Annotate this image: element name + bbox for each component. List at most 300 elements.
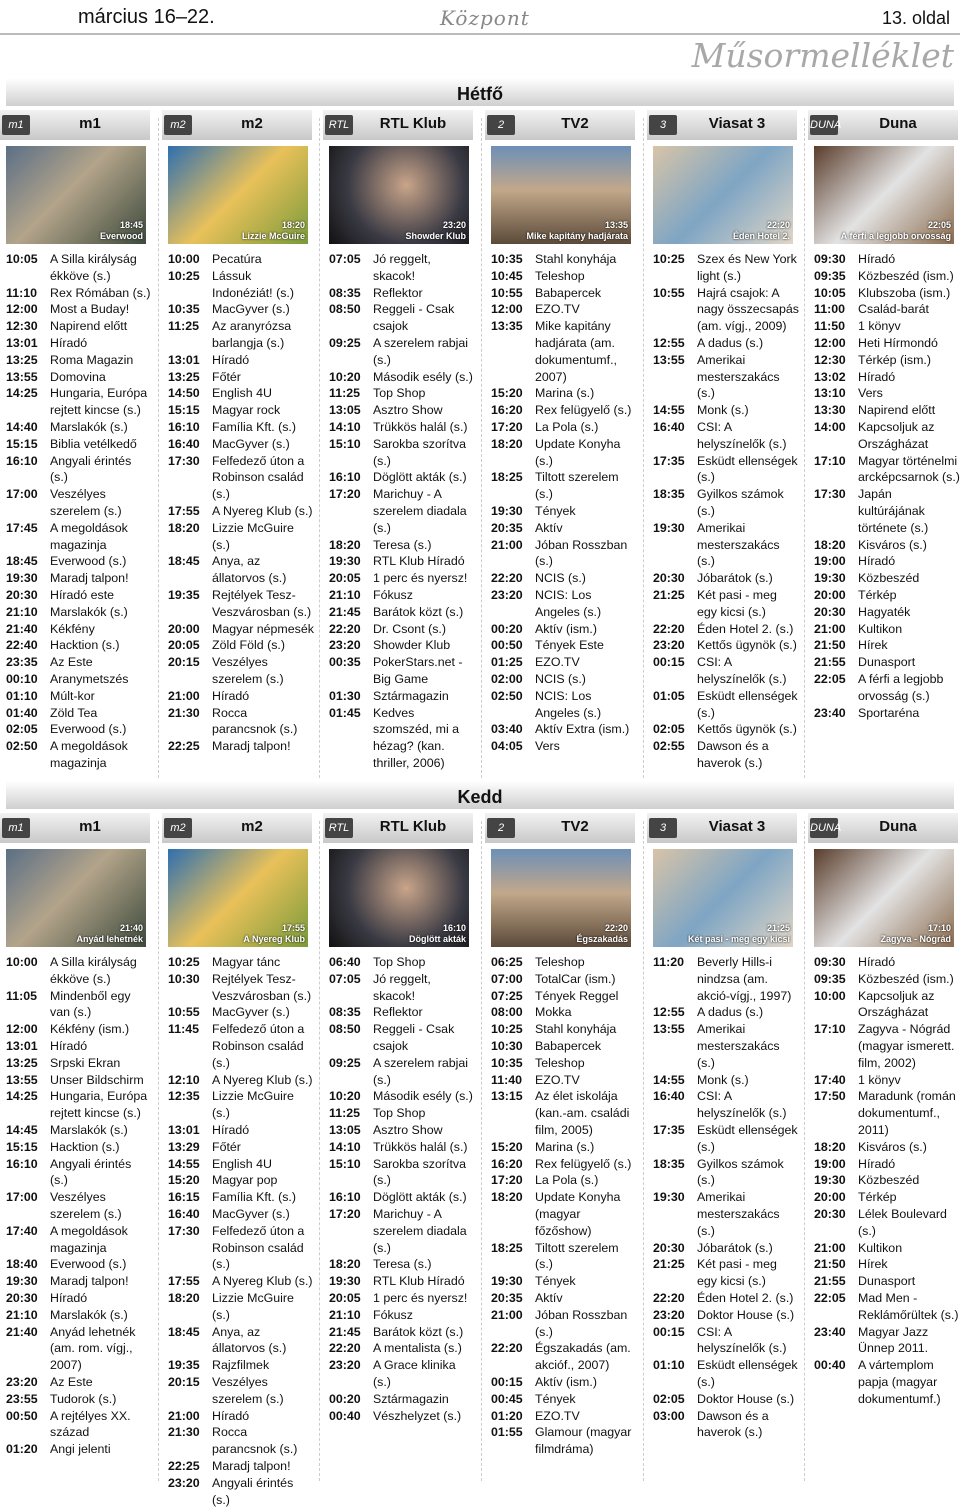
program-row	[0, 1391, 156, 1408]
program-title: Kettős ügynök (s.)	[697, 722, 797, 737]
program-time: 18:25	[491, 1240, 523, 1255]
program-time: 17:30	[168, 1223, 200, 1238]
channel-column	[808, 813, 958, 1483]
program-time: 20:15	[168, 655, 200, 670]
program-title: Veszélyes szerelem (s.)	[50, 487, 122, 518]
program-time: 18:35	[653, 487, 685, 502]
program-row	[162, 1408, 318, 1425]
program-row	[808, 419, 960, 453]
photo-caption	[526, 220, 628, 242]
program-title: Gyilkos számok (s.)	[697, 487, 784, 518]
program-title: Kultikon	[858, 1240, 903, 1255]
program-title: Marslakók (s.)	[50, 419, 128, 434]
program-row	[323, 1004, 479, 1021]
program-time: 22:20	[329, 1341, 361, 1356]
program-row	[485, 637, 641, 654]
program-title: Híradó	[212, 688, 250, 703]
program-title: Gyilkos számok (s.)	[697, 1156, 784, 1188]
program-row	[0, 1273, 156, 1290]
program-row	[323, 1340, 479, 1357]
program-title: Top Shop	[373, 386, 426, 401]
column-separator	[804, 821, 805, 1481]
program-title: Anya, az állatorvos (s.)	[212, 554, 287, 586]
program-title: Trükkös halál (s.)	[373, 419, 468, 434]
program-time: 08:50	[329, 1022, 361, 1037]
program-time: 14:45	[6, 1122, 38, 1137]
day-title: Hétfő	[457, 84, 503, 104]
program-time: 11:00	[814, 302, 846, 317]
program-title: Híradó	[858, 252, 896, 266]
program-row	[162, 1290, 318, 1324]
program-row	[647, 335, 803, 352]
program-title: Két pasi - meg egy kicsi (s.)	[697, 587, 777, 619]
program-list	[485, 251, 641, 755]
program-time: 16:15	[168, 1190, 200, 1205]
program-time: 19:35	[168, 1358, 200, 1373]
program-title: Dunasport	[858, 655, 916, 670]
program-title: Maradj talpon!	[212, 739, 291, 754]
program-title: Update Konyha (magyar főzőshow)	[535, 1190, 621, 1238]
program-time: 12:35	[168, 1089, 200, 1104]
channel-name: TV2	[561, 115, 589, 132]
program-time: 12:00	[6, 1022, 38, 1037]
photo-caption	[243, 923, 305, 945]
program-title: Angyali érintés (s.)	[50, 453, 132, 485]
program-title: Reflektor	[373, 1005, 423, 1020]
program-row	[647, 520, 803, 570]
program-row	[162, 1004, 318, 1021]
program-title: Amerikai mesterszakács (s.)	[697, 1022, 780, 1070]
program-time: 16:10	[6, 1156, 38, 1171]
program-title: Pecatúra	[212, 252, 262, 266]
program-title: Aktív (ism.)	[535, 621, 597, 636]
program-time: 11:50	[814, 319, 846, 334]
program-title: Doktor House (s.)	[697, 1391, 795, 1406]
program-title: Tények	[535, 1391, 576, 1406]
program-row	[808, 453, 960, 487]
program-time: 18:45	[168, 1324, 200, 1339]
program-row	[485, 1004, 641, 1021]
program-title: A rejtélyes XX. század	[50, 1408, 131, 1440]
program-row	[485, 1055, 641, 1072]
program-row	[0, 671, 156, 688]
photo-time: 16:10	[442, 923, 466, 933]
program-title: Angyali érintés (s.)	[50, 1156, 132, 1188]
program-list	[647, 251, 803, 772]
program-time: 00:45	[491, 1391, 523, 1406]
program-row	[485, 318, 641, 385]
program-title: A mentalista (s.)	[373, 1341, 462, 1356]
program-row	[323, 385, 479, 402]
program-list	[162, 251, 318, 755]
program-title: Domovina	[50, 369, 106, 384]
program-time: 03:40	[491, 722, 523, 737]
program-row	[162, 587, 318, 621]
program-photo	[6, 146, 146, 244]
program-row	[0, 436, 156, 453]
program-title: Jó reggelt, skacok!	[373, 971, 431, 1003]
photo-time: 21:25	[766, 923, 790, 933]
program-row	[485, 469, 641, 503]
program-time: 02:50	[491, 688, 523, 703]
program-title: Srpski Ekran	[50, 1055, 121, 1070]
program-row	[162, 436, 318, 453]
program-row	[162, 1223, 318, 1273]
program-time: 20:30	[653, 571, 685, 586]
program-title: La Pola (s.)	[535, 419, 599, 434]
program-time: 15:15	[6, 436, 38, 451]
program-row	[485, 1391, 641, 1408]
program-title: Sarokba szorítva (s.)	[373, 1156, 466, 1188]
program-title: 1 könyv	[858, 319, 901, 334]
program-title: Közbeszéd (ism.)	[858, 971, 954, 986]
program-time: 13:55	[653, 1022, 685, 1037]
program-title: Monk (s.)	[697, 1072, 749, 1087]
program-time: 19:30	[6, 571, 38, 586]
program-title: Esküdt ellenségek (s.)	[697, 688, 798, 720]
program-title: A Nyereg Klub (s.)	[212, 1274, 313, 1289]
program-time: 22:20	[653, 1290, 685, 1305]
program-time: 20:30	[653, 1240, 685, 1255]
program-title: A szerelem rabjai (s.)	[373, 1055, 469, 1087]
program-photo	[653, 146, 793, 244]
program-title: Híradó	[858, 369, 896, 384]
program-time: 12:00	[491, 302, 523, 317]
program-title: Második esély (s.)	[373, 369, 473, 384]
program-title: Rajzfilmek	[212, 1358, 270, 1373]
program-row	[162, 503, 318, 520]
program-row	[485, 1290, 641, 1307]
program-title: Everwood (s.)	[50, 554, 127, 569]
program-time: 01:55	[491, 1425, 523, 1440]
column-separator	[319, 118, 320, 778]
program-row	[0, 1072, 156, 1089]
program-time: 02:05	[653, 1391, 685, 1406]
program-time: 18:20	[168, 1290, 200, 1305]
program-time: 17:35	[653, 453, 685, 468]
channel-logo-icon: m1	[2, 818, 30, 838]
program-row	[485, 385, 641, 402]
program-row	[808, 537, 960, 554]
program-row	[323, 587, 479, 604]
program-time: 22:05	[814, 1290, 846, 1305]
program-title: Rocca parancsnok (s.)	[212, 1425, 298, 1457]
program-title: Unser Bildschirm	[50, 1072, 144, 1087]
program-title: Híradó	[212, 1408, 250, 1423]
program-row	[808, 486, 960, 536]
photo-caption	[76, 923, 143, 945]
program-time: 18:35	[653, 1156, 685, 1171]
program-row	[0, 954, 156, 988]
program-time: 22:20	[491, 571, 523, 586]
program-row	[808, 301, 960, 318]
program-title: Tények	[535, 1274, 576, 1289]
program-title: Napirend előtt	[858, 403, 936, 418]
program-time: 09:35	[814, 268, 846, 283]
program-title: Marichuy - A szerelem diadala (s.)	[373, 487, 467, 535]
program-row	[323, 1189, 479, 1206]
program-time: 20:05	[329, 1290, 361, 1305]
program-title: CSI: A helyszínelők (s.)	[697, 1089, 787, 1121]
program-title: Babapercek	[535, 285, 602, 300]
program-row	[0, 1441, 156, 1458]
photo-time: 22:05	[927, 220, 951, 230]
program-time: 02:50	[6, 739, 38, 754]
program-row	[0, 1055, 156, 1072]
program-row	[647, 1240, 803, 1257]
program-time: 10:35	[491, 1055, 523, 1070]
channel-logo-icon: RTL	[325, 818, 353, 838]
program-title: Heti Hírmondó	[858, 335, 938, 350]
program-title: Jóban Rosszban (s.)	[535, 537, 628, 569]
program-time: 12:55	[653, 335, 685, 350]
program-row	[0, 369, 156, 386]
program-time: 10:05	[814, 285, 846, 300]
program-title: Monk (s.)	[697, 403, 749, 418]
program-time: 21:55	[814, 1274, 846, 1289]
photo-title: Lizzie McGuire	[241, 231, 305, 241]
program-time: 13:01	[168, 352, 200, 367]
program-row	[808, 971, 960, 988]
photo-title: Döglött akták	[408, 934, 466, 944]
program-row	[808, 369, 960, 386]
program-row	[808, 1088, 960, 1138]
program-time: 07:25	[491, 988, 523, 1003]
program-title: Teleshop	[535, 1055, 585, 1070]
program-time: 21:25	[653, 1257, 685, 1272]
program-time: 19:30	[329, 554, 361, 569]
program-time: 21:00	[168, 1408, 200, 1423]
program-row	[647, 1324, 803, 1358]
program-time: 19:30	[329, 1274, 361, 1289]
program-time: 02:00	[491, 671, 523, 686]
program-time: 00:50	[491, 638, 523, 653]
program-row	[808, 352, 960, 369]
program-time: 00:15	[653, 655, 685, 670]
program-title: La Pola (s.)	[535, 1173, 599, 1188]
program-title: Teleshop	[535, 955, 585, 969]
program-title: Vers	[858, 386, 883, 401]
program-title: Híradó	[212, 352, 250, 367]
program-time: 22:25	[168, 739, 200, 754]
program-time: 01:40	[6, 705, 38, 720]
program-title: Híradó	[212, 1122, 250, 1137]
program-title: Amerikai mesterszakács (s.)	[697, 1190, 780, 1238]
program-title: Doktor House (s.)	[697, 1307, 795, 1322]
program-title: Döglött akták (s.)	[373, 1190, 467, 1205]
program-row	[323, 1055, 479, 1089]
program-title: Az aranyrózsa barlangja (s.)	[212, 319, 292, 350]
column-separator	[158, 821, 159, 1481]
program-title: Hagyaték	[858, 604, 911, 619]
channel-column	[0, 110, 150, 780]
program-photo	[329, 146, 469, 244]
program-row	[485, 285, 641, 302]
program-title: English 4U	[212, 1156, 272, 1171]
program-photo	[814, 146, 954, 244]
program-title: Trükkös halál (s.)	[373, 1139, 468, 1154]
program-row	[323, 1273, 479, 1290]
program-time: 21:40	[6, 621, 38, 636]
program-time: 18:45	[168, 554, 200, 569]
program-title: A Grace klinika (s.)	[373, 1358, 456, 1389]
program-title: Kapcsoljuk az Országházat	[858, 988, 935, 1020]
program-time: 11:25	[329, 386, 361, 401]
program-time: 19:35	[168, 587, 200, 602]
program-time: 13:01	[6, 1038, 38, 1053]
program-row	[808, 1290, 960, 1324]
program-row	[162, 1206, 318, 1223]
program-time: 16:40	[653, 419, 685, 434]
program-time: 07:05	[329, 971, 361, 986]
program-row	[647, 721, 803, 738]
program-row	[647, 453, 803, 487]
program-row	[162, 1424, 318, 1458]
program-row	[0, 419, 156, 436]
photo-time: 13:35	[604, 220, 628, 230]
program-title: Kettős ügynök (s.)	[697, 638, 797, 653]
program-time: 17:40	[814, 1072, 846, 1087]
program-title: Barátok közt (s.)	[373, 1324, 464, 1339]
program-row	[162, 1458, 318, 1475]
program-time: 12:00	[6, 302, 38, 317]
program-time: 00:20	[329, 1391, 361, 1406]
program-row	[162, 301, 318, 318]
program-time: 10:55	[168, 1005, 200, 1020]
program-row	[808, 1324, 960, 1358]
program-row	[0, 486, 156, 520]
photo-caption	[409, 923, 466, 945]
column-separator	[319, 821, 320, 1481]
program-title: Égszakadás (am. akcióf., 2007)	[535, 1341, 631, 1373]
program-row	[485, 671, 641, 688]
program-title: EZO.TV	[535, 1072, 580, 1087]
photo-title: Éden Hotel 2.	[732, 231, 790, 241]
program-time: 12:00	[814, 335, 846, 350]
program-title: Marslakók (s.)	[50, 1122, 128, 1137]
program-row	[808, 1206, 960, 1240]
program-title: Hungaria, Európa rejtett kincse (s.)	[50, 386, 148, 418]
program-row	[162, 402, 318, 419]
program-title: Közbeszéd	[858, 571, 920, 586]
program-time: 08:35	[329, 285, 361, 300]
program-title: Tények	[535, 503, 576, 518]
program-time: 10:30	[168, 971, 200, 986]
program-time: 01:20	[491, 1408, 523, 1423]
program-time: 17:20	[491, 1173, 523, 1188]
program-row	[0, 705, 156, 722]
program-row	[485, 1189, 641, 1239]
program-row	[323, 621, 479, 638]
program-time: 14:10	[329, 419, 361, 434]
photo-caption	[733, 220, 790, 242]
program-time: 20:00	[814, 1190, 846, 1205]
program-title: RTL Klub Híradó	[373, 554, 465, 569]
program-row	[485, 268, 641, 285]
program-title: Múlt-kor	[50, 688, 95, 703]
program-time: 17:30	[814, 487, 846, 502]
photo-caption	[841, 220, 951, 242]
program-row	[647, 285, 803, 335]
program-row	[323, 954, 479, 971]
program-title: A Nyereg Klub (s.)	[212, 1072, 313, 1087]
photo-time: 23:20	[442, 220, 466, 230]
program-time: 22:25	[168, 1458, 200, 1473]
program-row	[647, 402, 803, 419]
program-time: 13:25	[168, 369, 200, 384]
program-time: 22:20	[329, 621, 361, 636]
program-title: Asztro Show	[373, 403, 443, 418]
program-row	[323, 705, 479, 772]
program-time: 20:30	[814, 604, 846, 619]
program-time: 03:00	[653, 1408, 685, 1423]
program-time: 21:40	[6, 1324, 38, 1339]
program-time: 21:25	[653, 587, 685, 602]
program-row	[808, 553, 960, 570]
program-row	[323, 1391, 479, 1408]
program-title: Sportaréna	[858, 705, 920, 720]
program-row	[485, 1172, 641, 1189]
program-title: Család-barát	[858, 302, 929, 317]
program-title: Aktív	[535, 1290, 563, 1305]
program-row	[485, 1424, 641, 1458]
program-title: Maradj talpon!	[50, 1274, 129, 1289]
program-row	[647, 688, 803, 722]
program-row	[485, 1139, 641, 1156]
program-title: Reggeli - Csak csajok	[373, 1022, 455, 1053]
program-row	[162, 369, 318, 386]
program-row	[162, 654, 318, 688]
program-time: 10:45	[491, 268, 523, 283]
program-time: 00:35	[329, 655, 361, 670]
program-row	[647, 1189, 803, 1239]
program-photo	[491, 849, 631, 947]
program-title: A szerelem rabjai (s.)	[373, 335, 469, 367]
program-title: Híradó	[858, 1156, 896, 1171]
program-photo	[653, 849, 793, 947]
photo-time: 17:55	[281, 923, 305, 933]
program-title: Lizzie McGuire (s.)	[212, 1089, 294, 1121]
program-title: Magyar történelmi arcképcsarnok (s.)	[858, 453, 960, 485]
program-title: A Silla királyság ékköve (s.)	[50, 252, 137, 283]
program-title: Tények Este	[535, 638, 604, 653]
program-title: Klubszoba (ism.)	[858, 285, 951, 300]
program-title: A férfi a legjobb orvosság (s.)	[858, 671, 944, 703]
program-title: Rocca parancsnok (s.)	[212, 705, 298, 737]
program-time: 14:50	[168, 386, 200, 401]
program-row	[323, 1206, 479, 1256]
program-title: A Nyereg Klub (s.)	[212, 503, 313, 518]
program-row	[808, 1021, 960, 1071]
program-time: 09:30	[814, 955, 846, 969]
program-title: NCIS: Los Angeles (s.)	[535, 688, 602, 720]
program-title: Everwood (s.)	[50, 1257, 127, 1272]
program-title: Asztro Show	[373, 1122, 443, 1137]
channel-name: m1	[79, 115, 101, 132]
program-row	[0, 1408, 156, 1442]
program-row	[808, 1273, 960, 1290]
program-title: Zöld Föld (s.)	[212, 638, 285, 653]
program-time: 15:20	[491, 386, 523, 401]
program-title: Maradunk (román dokumentumf., 2011)	[858, 1089, 956, 1137]
program-time: 21:45	[329, 1324, 361, 1339]
program-title: PokerStars.net - Big Game	[373, 655, 463, 686]
program-row	[485, 1374, 641, 1391]
program-title: Esküdt ellenségek (s.)	[697, 453, 798, 485]
program-row	[162, 688, 318, 705]
photo-caption	[880, 923, 951, 945]
program-row	[808, 988, 960, 1022]
